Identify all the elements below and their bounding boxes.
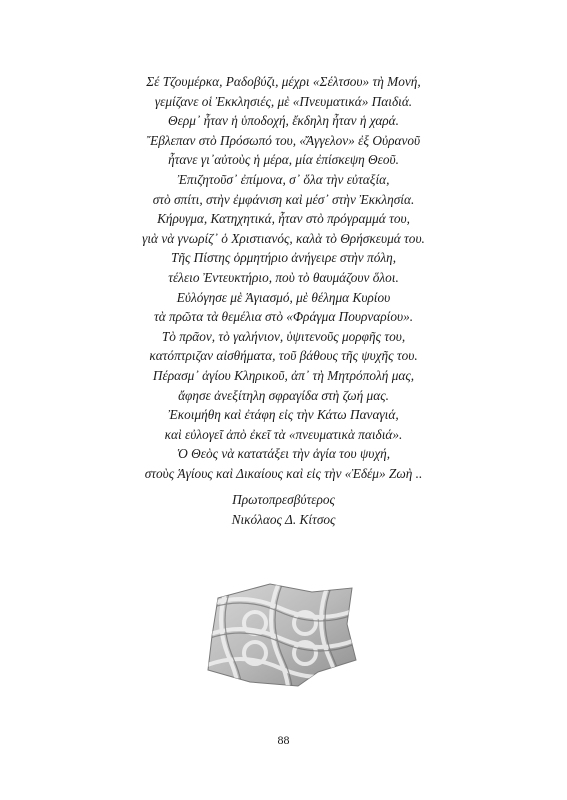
poem-line: Κήρυγμα, Κατηχητικά, ἦταν στὸ πρόγραμμά του, <box>157 211 410 227</box>
poem-line: Ἐπιζητοῦσ᾽ ἐπίμονα, σ᾽ ὅλα τὴν εὐταξία, <box>177 171 390 187</box>
poem-line: γιὰ νὰ γνωρίζ᾽ ὁ Χριστιανός, καλὰ τὸ Θρήσκευμά του. <box>142 230 425 246</box>
carved-stone-image <box>200 580 360 690</box>
poem-line: Ὁ Θεὸς νὰ κατατάξει τὴν ἁγία του ψυχή, <box>176 446 391 462</box>
carved-stone-icon <box>200 580 360 690</box>
poem-line: τέλειο Ἐντευκτήριο, ποὺ τὸ θαυμάζουν ὅλοι. <box>168 269 399 285</box>
poem-line: Θερμ᾽ ἦταν ἡ ὑποδοχή, ἔκδηλη ἦταν ἡ χαρά. <box>167 113 399 129</box>
poem-line: Τὸ πρᾶον, τὸ γαλήνιον, ὑψιτενοῦς μορφῆς του, <box>161 328 406 344</box>
signature-name: Νικόλαος Δ. Κίτσος <box>231 511 336 527</box>
poem-line: Σέ Τζουμέρκα, Ραδοβύζι, μέχρι «Σέλτσου» τὴ Μονή, <box>146 74 421 89</box>
poem-line: στοὺς Ἁγίους καὶ Δικαίους καὶ εἰς τὴν «Ἐδέμ» Ζωὴ .. <box>144 465 423 481</box>
poem <box>0 72 567 483</box>
poem-line: ἦτανε γι᾽αὐτοὺς ἡ μέρα, μία ἐπίσκεψη Θεοῦ. <box>168 152 399 168</box>
poem-line: στὸ σπίτι, στὴν ἐμφάνιση καὶ μέσ᾽ στὴν Ἐκκλησία. <box>152 191 415 207</box>
poem-line: τὰ πρῶτα τὰ θεμέλια στὸ «Φράγμα Πουρναρίου». <box>153 309 414 325</box>
poem-line: Τῆς Πίστης ὁρμητήριο ἀνήγειρε στὴν πόλη, <box>170 250 397 266</box>
signature-title: Πρωτοπρεσβύτερος <box>232 492 335 507</box>
page-number: 88 <box>277 733 290 747</box>
poem-line: γεμίζανε οἱ Ἐκκλησιές, μὲ «Πνευματικά» Παιδιά. <box>154 93 413 109</box>
signature <box>0 490 567 529</box>
poem-line: κατόπτριζαν αἰσθήματα, τοῦ βάθους τῆς ψυχῆς του. <box>149 348 418 364</box>
poem-line: Ἔβλεπαν στὸ Πρόσωπό του, «Ἄγγελον» ἐξ Οὐρανοῦ <box>146 132 421 148</box>
poem-line: Πέρασμ᾽ ἁγίου Κληρικοῦ, ἀπ᾽ τὴ Μητρόπολή μας, <box>152 367 415 383</box>
poem-line: Εὐλόγησε μὲ Ἁγιασμό, μὲ θέλημα Κυρίου <box>176 289 391 305</box>
poem-line: Ἐκοιμήθη καὶ ἐτάφη εἰς τὴν Κάτω Παναγιά, <box>168 407 399 423</box>
poem-line: καὶ εὐλογεῖ ἀπὸ ἐκεῖ τὰ «πνευματικὰ παιδιά». <box>164 426 403 442</box>
poem-line: ἄφησε ἀνεξίτηλη σφραγίδα στὴ ζωή μας. <box>178 387 389 403</box>
